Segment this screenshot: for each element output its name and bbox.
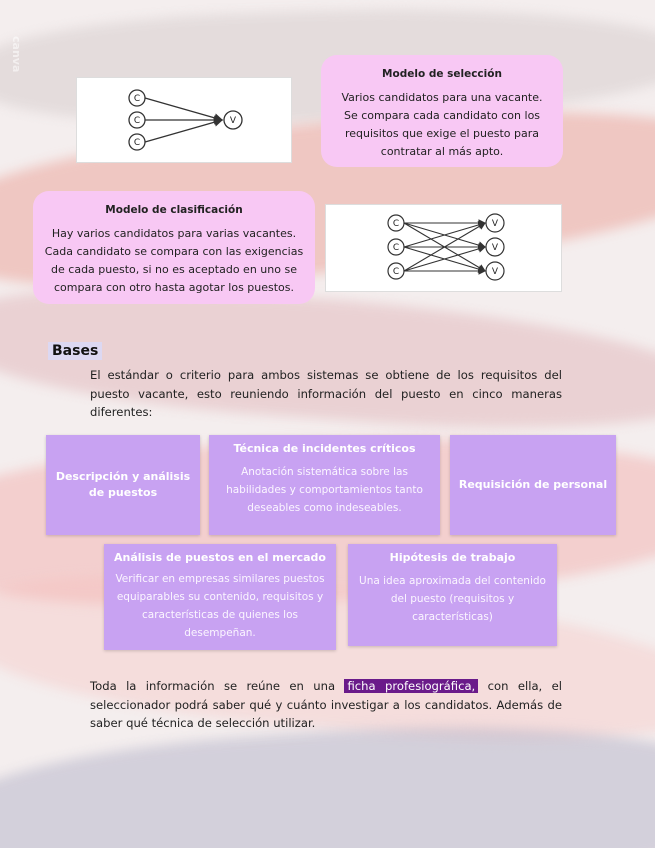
classification-model-diagram	[325, 204, 562, 292]
bases-intro-paragraph: El estándar o criterio para ambos sistemas se obtiene de los requisitos del puesto vacante, esto reuniendo información del puesto en cinco maneras diferentes:	[90, 368, 562, 419]
svg-text:V: V	[491, 219, 499, 229]
svg-text:C: C	[392, 267, 400, 277]
selection-model-text: Varios candidatos para una vacante. Se compara cada candidato con los requisitos que exige el puesto para contratar al más apto.	[341, 91, 543, 158]
svg-text:C: C	[133, 138, 141, 148]
svg-text:V: V	[491, 267, 499, 277]
card-critical-incidents	[209, 435, 440, 535]
highlight-ficha-profesiografica: ficha profesiográfica,	[344, 679, 478, 693]
card-job-description	[46, 435, 200, 535]
canva-watermark	[2, 30, 24, 140]
classification-model-title: Modelo de clasificación	[105, 204, 243, 216]
card-description: Anotación sistemática sobre las habilidades y comportamientos tanto deseables como indeseables.	[226, 466, 423, 514]
closing-text-end: con ella, el seleccionador podrá saber qué y cuánto investigar a los candidatos. Además de saber qué técnica de selección utilizar.	[90, 679, 562, 730]
card-market-analysis	[104, 544, 336, 650]
card-description: Una idea aproximada del contenido del puesto (requisitos y características)	[359, 575, 546, 623]
selection-diagram-svg	[77, 78, 291, 162]
selection-model-title: Modelo de selección	[382, 68, 502, 80]
card-title: Descripción y análisis de puestos	[55, 470, 191, 499]
bases-heading: Bases	[48, 342, 102, 360]
svg-text:C: C	[392, 219, 400, 229]
card-title: Análisis de puestos en el mercado	[114, 551, 326, 564]
svg-text:C: C	[392, 243, 400, 253]
svg-text:V: V	[491, 243, 499, 253]
classification-diagram-svg	[326, 205, 561, 291]
card-title: Hipótesis de trabajo	[389, 551, 516, 564]
classification-model-box	[33, 191, 315, 304]
svg-text:C: C	[133, 116, 141, 126]
closing-text-start: Toda la información se reúne en una	[90, 679, 345, 693]
svg-text:canva: canva	[10, 36, 23, 73]
card-work-hypothesis	[348, 544, 557, 646]
card-title: Requisición de personal	[458, 478, 608, 491]
selection-model-diagram	[76, 77, 292, 163]
classification-model-text: Hay varios candidatos para varias vacantes. Cada candidato se compara con las exigencias de cada puesto, si no es aceptado en uno se compara con otro hasta agotar los puestos.	[44, 227, 304, 294]
card-personnel-requisition	[450, 435, 616, 535]
svg-text:V: V	[229, 116, 237, 126]
svg-text:C: C	[133, 94, 141, 104]
card-title: Técnica de incidentes críticos	[233, 442, 416, 455]
closing-paragraph	[90, 677, 562, 733]
card-description: Verificar en empresas similares puestos equiparables su contenido, requisitos y características de quienes los desempeñan.	[115, 573, 325, 639]
selection-model-box	[321, 55, 563, 167]
